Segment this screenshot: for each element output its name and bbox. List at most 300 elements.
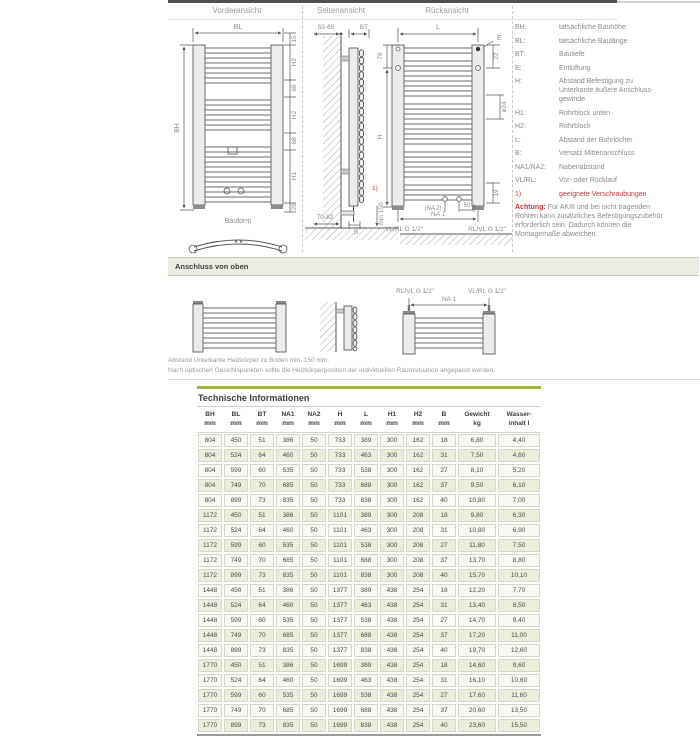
table-cell: 8,50 [498,599,540,612]
table-cell: 208 [406,554,430,567]
table-row [197,568,541,583]
table-row [197,583,541,598]
table-column-header: H2 mm [412,411,424,427]
table-cell: 9,80 [458,509,496,522]
legend-item [515,136,700,145]
table-cell: 11,80 [458,539,496,552]
table-cell: 18 [432,509,456,522]
table-cell: 20,60 [458,704,496,717]
section-divider [512,6,513,252]
table-cell: 1172 [198,554,222,567]
table-cell: 11,00 [498,629,540,642]
blind-plug [396,47,400,51]
table-cell: 804 [198,494,222,507]
dim-19-label: 19 [493,189,500,197]
table-cell: 50 [302,434,326,447]
table-cell: 64 [250,524,274,537]
wall-hatching [320,302,336,352]
table-cell: 37 [432,629,456,642]
table-cell: 18 [432,659,456,672]
table-cell: 450 [224,659,248,672]
radiator-left-tube [193,304,203,352]
table-row [197,433,541,448]
table-cell: 10,80 [458,524,496,537]
table-cell: 899 [224,494,248,507]
floor-hatching [305,229,398,240]
top-connection-notes [168,356,588,376]
left-connection-label: VL/RL G 1/2" [385,226,423,233]
table-row [197,523,541,538]
table-cell: 50 [302,524,326,537]
bottom-valve [238,188,244,194]
table-cell: 37 [432,479,456,492]
legend-item [515,50,700,59]
legend-item [515,149,700,158]
table-cell: 389 [354,659,378,672]
legend-desc: Rohrblock unten [559,109,610,117]
table-cell: 599 [224,689,248,702]
legend-desc: Abstand der Bohrlöcher [559,136,633,144]
table-cell: 50 [302,569,326,582]
table-cell: 51 [250,434,274,447]
table-column-header: B mm [438,411,450,427]
table-cell: 450 [224,434,248,447]
table-cell: 254 [406,629,430,642]
table-cell: 60 [250,539,274,552]
table-cell: 50 [302,539,326,552]
table-column-header: Gewicht kg [464,411,490,427]
table-cell: 389 [354,509,378,522]
dim-na2-label: (NA 2) [424,206,442,212]
table-cell: 14,70 [458,614,496,627]
dim-l-label: L [436,24,440,31]
table-cell: 50 [302,674,326,687]
table-row [197,628,541,643]
table-cell: 254 [406,659,430,672]
table-cell: 438 [380,659,404,672]
table-cell: 40 [432,569,456,582]
table-cell: 733 [328,434,352,447]
table-cell: 60 [250,614,274,627]
dim-76-label: 76 [377,52,384,60]
table-cell: 208 [406,509,430,522]
table-cell: 5,20 [498,464,540,477]
table-column-header: H1 mm [386,411,398,427]
table-cell: 40 [432,644,456,657]
legend-term: NA1/NA2: [515,163,547,171]
table-cell: 463 [354,524,378,537]
top-connection-drawing [168,282,528,360]
top-rule-light [617,1,700,3]
table-cell: 7,00 [498,494,540,507]
table-column-header: BH mm [204,411,216,427]
table-cell: 31 [432,524,456,537]
dim-5365-label: 53-65 [317,24,335,31]
technical-table [197,386,541,736]
table-cell: 463 [354,674,378,687]
wall-bracket [341,56,349,61]
table-cell: 6,90 [498,524,540,537]
table-cell: 1699 [328,659,352,672]
top-left-connection-label: RL/VL G 1/2" [396,288,434,295]
side-view-drawing [305,24,398,240]
table-cell: 254 [406,644,430,657]
radiator-right-tube [271,45,283,205]
table-cell: 27 [432,614,456,627]
wall-pipe [341,211,354,215]
table-cell: 389 [354,434,378,447]
table-cell: 23,60 [458,719,496,732]
legend-item [515,109,700,118]
table-row [197,508,541,523]
table-cell: 70 [250,704,274,717]
table-cell: 1377 [328,584,352,597]
table-cell: 1377 [328,599,352,612]
table-cell: 70 [250,479,274,492]
side-view-title: Seitenansicht [316,6,366,15]
table-row [197,718,541,733]
table-row [197,703,541,718]
radiator-foot [193,205,205,209]
wall-hatching [323,36,341,228]
legend-desc: Entlüftung [559,64,591,72]
table-cell: 438 [380,704,404,717]
table-row [197,448,541,463]
legend-desc: geeignete Verschraubungen [559,190,647,198]
legend-term: E: [515,64,522,72]
table-cell: 300 [380,479,404,492]
table-cell: 51 [250,584,274,597]
legend-item [515,163,700,172]
table-cell: 460 [276,449,300,462]
table-cell: 438 [380,719,404,732]
table-cell: 538 [354,689,378,702]
table-cell: 1699 [328,719,352,732]
table-cell: 254 [406,584,430,597]
legend-term: BT: [515,51,526,58]
table-cell: 450 [224,509,248,522]
table-cell: 460 [276,524,300,537]
table-row [197,478,541,493]
table-cell: 4,40 [498,434,540,447]
top-right-connection-label: VL/RL G 1/2" [468,288,506,295]
table-cell: 64 [250,674,274,687]
mini-side-drawing [320,302,355,352]
table-cell: 838 [354,569,378,582]
table-cell: 64 [250,449,274,462]
dim-diameter-label: ø24 [501,101,508,113]
table-cell: 50 [302,644,326,657]
table-cell: 524 [224,599,248,612]
table-cell: 13,50 [498,704,540,717]
table-cell: 162 [406,464,430,477]
table-cell: 37 [432,554,456,567]
bauform-label: Bauform [224,218,252,225]
mini-front-drawing [193,301,286,352]
tube-cap [193,301,203,304]
table-cell: 438 [380,614,404,627]
table-cell: 208 [406,524,430,537]
bauform-curve [194,244,282,251]
table-cell: 749 [224,704,248,717]
note-line: Nach optischen Gesichtspunkten sollte die Heizkörperposition der individuellen Raumsituation angepasst werden. [168,367,495,374]
wall-bracket [341,169,349,174]
table-cell: 1448 [198,599,222,612]
legend-list [515,23,700,199]
legend-desc: Versatz Mittenanschluss [559,150,635,157]
dim-na1-label: NA 1 [441,296,457,303]
table-cell: 17,20 [458,629,496,642]
table-cell: 9,50 [458,479,496,492]
dim-29-label: 29 [291,203,298,211]
table-cell: 438 [380,644,404,657]
legend-item [515,122,700,131]
table-cell: 438 [380,674,404,687]
table-cell: 1101 [328,554,352,567]
table-cell: 804 [198,434,222,447]
radiator-side-profile [344,306,352,350]
radiator-foot [392,206,404,210]
table-cell: 18 [432,434,456,447]
dim-50-label: 50 [463,203,471,209]
table-cell: 685 [276,479,300,492]
table-cell: 50 [302,614,326,627]
table-cell: 6,10 [498,479,540,492]
table-cell: 50 [302,659,326,672]
table-cell: 535 [276,689,300,702]
legend-term: VL/RL: [515,177,537,184]
section-rule [168,379,700,380]
legend-item [515,190,700,199]
table-cell: 7,50 [458,449,496,462]
table-cell: 31 [432,449,456,462]
table-cell: 254 [406,599,430,612]
table-cell: 40 [432,719,456,732]
table-cell: 1699 [328,704,352,717]
table-cell: 31 [432,599,456,612]
table-row [197,673,541,688]
table-cell: 50 [302,704,326,717]
table-body [197,433,541,733]
table-cell: 300 [380,509,404,522]
warning-text: Für AKIII und bei nicht tragenden Rohren kann zusätzliches Befestigungszubehör erforderlich sein. Dadurch können die Montagemaße abweichen. [515,204,663,238]
table-cell: 50 [302,464,326,477]
table-cell: 524 [224,524,248,537]
table-cell: 1377 [328,644,352,657]
table-cell: 438 [380,689,404,702]
table-cell: 50 [302,479,326,492]
table-row [197,643,541,658]
table-cell: 1101 [328,524,352,537]
table-cell: 688 [354,554,378,567]
table-cell: 804 [198,449,222,462]
table-cell: 835 [276,494,300,507]
table-cell: 389 [354,584,378,597]
table-cell: 1101 [328,569,352,582]
tube-cap [276,301,286,304]
fixing-screw [396,66,401,71]
dim-22-label: 22 [493,52,500,60]
table-cell: 50 [302,584,326,597]
dim-h2-lower-label: H2 [291,110,298,120]
radiator-rungs [404,48,472,200]
rear-view-drawing [377,24,512,245]
table-cell: 73 [250,569,274,582]
table-cell: 9,40 [498,614,540,627]
table-cell: 524 [224,449,248,462]
table-cell: 438 [380,629,404,642]
right-connection-label: RL/VL G 1/2" [468,226,506,233]
table-cell: 50 [302,509,326,522]
table-column-header: H mm [334,411,346,427]
table-cell: 50 [302,599,326,612]
table-cell: 838 [354,719,378,732]
table-column-header: NA1 mm [281,411,295,427]
legend-desc: Rohrblock [559,123,591,130]
table-cell: 27 [432,464,456,477]
top-connection-title: Anschluss von oben [175,262,249,271]
table-cell: 1377 [328,614,352,627]
table-cell: 1770 [198,719,222,732]
dim-h2-upper-label: H2 [291,57,298,67]
table-cell: 6,30 [498,509,540,522]
table-cell: 208 [406,569,430,582]
legend-item [515,37,700,46]
table-cell: 386 [276,584,300,597]
legend-term: H1: [515,109,526,117]
table-cell: 599 [224,464,248,477]
table-cell: 386 [276,509,300,522]
table-cell: 733 [328,479,352,492]
radiator-side-profile [349,48,358,206]
legend-desc: tatsächliche Baulänge [559,37,628,45]
table-cell: 14,60 [458,659,496,672]
table-cell: 1448 [198,644,222,657]
dim-h1-label: H1 [291,171,298,181]
center-connection-stub [457,197,462,202]
legend-term: B: [515,150,522,157]
table-cell: 599 [224,539,248,552]
table-column-header: BL mm [230,411,242,427]
legend-desc: Bautiefe [559,51,585,58]
table-cell: 538 [354,539,378,552]
table-cell: 11,60 [498,689,540,702]
table-column-header: BT mm [256,411,268,427]
table-cell: 1172 [198,539,222,552]
table-cell: 438 [380,599,404,612]
center-connection-stub [443,197,448,202]
table-cell: 254 [406,614,430,627]
table-cell: 300 [380,449,404,462]
table-row [197,688,541,703]
fixing-screw [476,66,481,71]
table-cell: 463 [354,599,378,612]
table-cell: 438 [380,584,404,597]
front-view-title: Vorderansicht [212,6,262,15]
technical-drawing [168,20,512,255]
table-cell: 300 [380,554,404,567]
table-cell: 535 [276,464,300,477]
table-cell: 688 [354,479,378,492]
front-view-drawing [174,24,298,253]
legend-item [515,64,700,73]
wall-bracket [336,309,344,313]
top-connection-header [168,257,699,276]
legend-term: H2: [515,123,526,130]
table-cell: 27 [432,539,456,552]
table-cell: 300 [380,434,404,447]
table-cell: 31 [432,674,456,687]
vent-label: E [497,35,502,42]
table-cell: 1699 [328,674,352,687]
table-cell: 1448 [198,584,222,597]
table-row [197,463,541,478]
table-cell: 8,10 [458,464,496,477]
table-row [197,658,541,673]
table-cell: 8,80 [498,554,540,567]
table-cell: 460 [276,599,300,612]
table-cell: 538 [354,464,378,477]
legend-desc: Nabenabstand [559,163,605,171]
table-cell: 386 [276,659,300,672]
table-cell: 1770 [198,689,222,702]
table-cell: 10,60 [498,674,540,687]
table-cell: 1770 [198,659,222,672]
dim-15-label: 15 [291,35,298,43]
vent-plug [476,47,480,51]
table-cell: 1172 [198,509,222,522]
table-cell: 16,10 [458,674,496,687]
table-cell: 18 [432,584,456,597]
table-cell: 13,40 [458,599,496,612]
table-cell: 460 [276,674,300,687]
table-cell: 70 [250,629,274,642]
table-cell: 254 [406,704,430,717]
screw-note-ref: 1) [372,185,378,192]
table-cell: 10,10 [498,569,540,582]
table-column-header: Wasser- inhalt l [506,411,532,427]
table-cell: 6,80 [458,434,496,447]
table-row [197,613,541,628]
table-cell: 688 [354,704,378,717]
legend-warning [515,203,667,239]
table-header-row [197,407,541,433]
table-cell: 15,50 [498,719,540,732]
table-cell: 162 [406,494,430,507]
table-cell: 13,70 [458,554,496,567]
table-cell: 4,80 [498,449,540,462]
table-row [197,538,541,553]
table-cell: 300 [380,494,404,507]
table-cell: 685 [276,554,300,567]
bauform-mark [235,240,237,242]
radiator-foot [271,205,283,209]
table-cell: 1448 [198,629,222,642]
table-cell: 64 [250,599,274,612]
table-cell: 300 [380,464,404,477]
table-cell: 685 [276,704,300,717]
table-cell: 749 [224,554,248,567]
table-cell: 50 [302,554,326,567]
table-cell: 60 [250,464,274,477]
table-cell: 899 [224,719,248,732]
table-cell: 254 [406,674,430,687]
table-cell: 1101 [328,539,352,552]
table-column-header: L mm [360,411,372,427]
table-cell: 733 [328,464,352,477]
table-cell: 50 [302,689,326,702]
table-cell: 463 [354,449,378,462]
